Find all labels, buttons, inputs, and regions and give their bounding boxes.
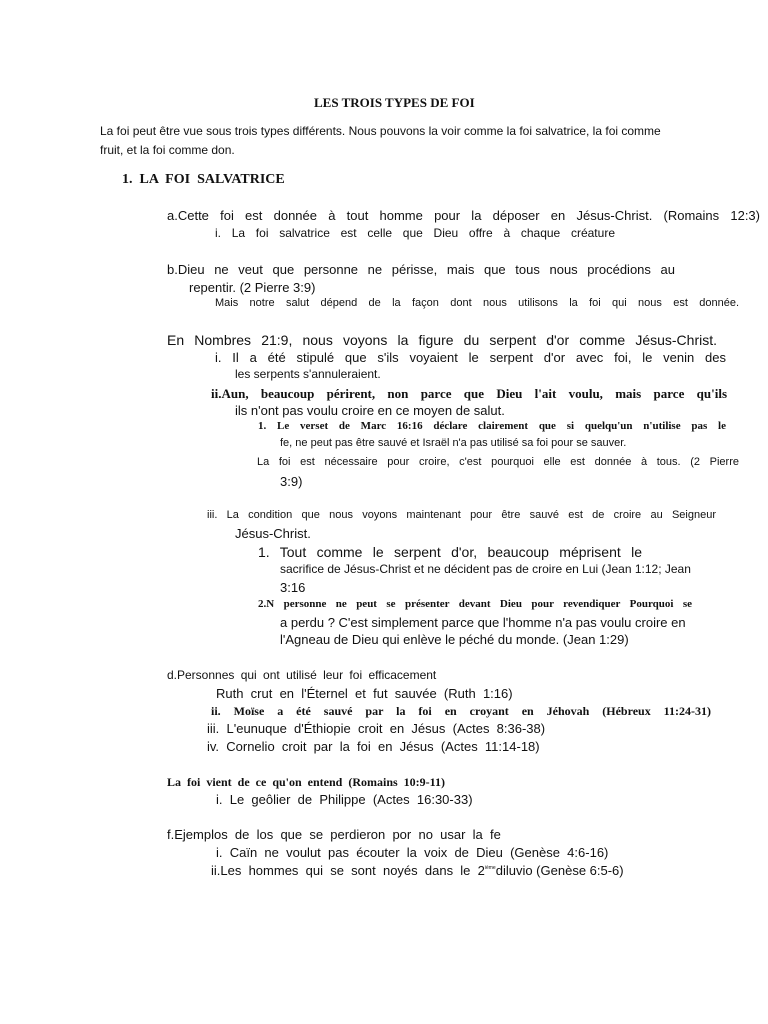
item-f-i: i. Caïn ne voulut pas écouter la voix de Dieu (Genèse 4:6-16) [216, 845, 609, 860]
intro-paragraph-line-2: fruit, et la foi comme don. [100, 143, 235, 157]
item-a-sub-i: i. La foi salvatrice est celle que Dieu offre à chaque créature [215, 226, 615, 240]
item-d-heading: d.Personnes qui ont utilisé leur foi efficacement [167, 668, 437, 682]
nombres-iii-2-line-2: a perdu ? C'est simplement parce que l'homme n'a pas voulu croire en [280, 615, 686, 630]
section-heading-salvatrice: 1. LA FOI SALVATRICE [122, 172, 285, 187]
nombres-iii-1-line-3: 3:16 [280, 580, 306, 595]
nombres-ii-line-1: ii.Aun, beaucoup périrent, non parce que Dieu l'ait voulu, mais parce qu'ils [211, 386, 727, 401]
nombres-2-line-2: 3:9) [280, 474, 303, 489]
item-b-note: Mais notre salut dépend de la façon dont nous utilisons la foi qui nous est donnée. [215, 297, 739, 309]
item-f-ii-superscript: ième [484, 865, 496, 871]
nombres-ii-line-2: ils n'ont pas voulu croire en ce moyen de salut. [235, 403, 505, 418]
item-a-text: a.Cette foi est donnée à tout homme pour la déposer en Jésus-Christ. (Romains 12:3) [167, 208, 760, 223]
item-d-iii: iii. L'eunuque d'Éthiopie croit en Jésus (Actes 8:36-38) [207, 721, 546, 736]
nombres-iii-1-line-1: 1. Tout comme le serpent d'or, beaucoup méprisent le [258, 544, 642, 560]
item-f-ii [211, 863, 624, 879]
item-b-line-2: repentir. (2 Pierre 3:9) [189, 280, 316, 295]
document-title: LES TROIS TYPES DE FOI [314, 95, 475, 110]
item-b-line-1: b.Dieu ne veut que personne ne périsse, mais que tous nous procédions au [167, 262, 675, 277]
item-e-i: i. Le geôlier de Philippe (Actes 16:30-33) [216, 792, 473, 807]
item-f-ii-text-end: diluvio (Genèse 6:5-6) [495, 863, 624, 878]
item-d-i: Ruth crut en l'Éternel et fut sauvée (Ruth 1:16) [216, 686, 513, 701]
item-f-ii-text: ii.Les hommes qui se sont noyés dans le 2 [211, 863, 485, 878]
nombres-iii-line-2: Jésus-Christ. [235, 526, 311, 541]
nombres-iii-1-line-2: sacrifice de Jésus-Christ et ne décident pas de croire en Lui (Jean 1:12; Jean [280, 562, 691, 576]
item-d-iv: iv. Cornelio croit par la foi en Jésus (Actes 11:14-18) [207, 739, 540, 754]
nombres-paragraph: En Nombres 21:9, nous voyons la figure du serpent d'or comme Jésus-Christ. [167, 332, 717, 348]
item-f-heading: f.Ejemplos de los que se perdieron por no usar la fe [167, 827, 501, 842]
nombres-1-line-1: 1. Le verset de Marc 16:16 déclare clairement que si quelqu'un n'utilise pas le [258, 420, 726, 432]
nombres-2-line-1: La foi est nécessaire pour croire, c'est pourquoi elle est donnée à tous. (2 Pierre [257, 456, 739, 468]
intro-paragraph-line-1: La foi peut être vue sous trois types différents. Nous pouvons la voir comme la foi salvatrice, la foi comme [100, 124, 661, 138]
nombres-iii-line-1: iii. La condition que nous voyons maintenant pour être sauvé est de croire au Seigneur [207, 509, 716, 521]
nombres-i-line-2: les serpents s'annuleraient. [235, 367, 381, 381]
item-d-ii: ii. Moïse a été sauvé par la foi en croyant en Jéhovah (Hébreux 11:24-31) [211, 704, 711, 718]
nombres-i-line-1: i. Il a été stipulé que s'ils voyaient le serpent d'or avec foi, le venin des [215, 350, 726, 365]
nombres-1-line-2: fe, ne peut pas être sauvé et Israël n'a pas utilisé sa foi pour se sauver. [280, 437, 627, 449]
nombres-iii-2-line-3: l'Agneau de Dieu qui enlève le péché du monde. (Jean 1:29) [280, 632, 629, 647]
item-e-heading: La foi vient de ce qu'on entend (Romains 10:9-11) [167, 775, 446, 789]
nombres-iii-2-line-1: 2.N personne ne peut se présenter devant Dieu pour revendiquer Pourquoi se [258, 598, 692, 610]
